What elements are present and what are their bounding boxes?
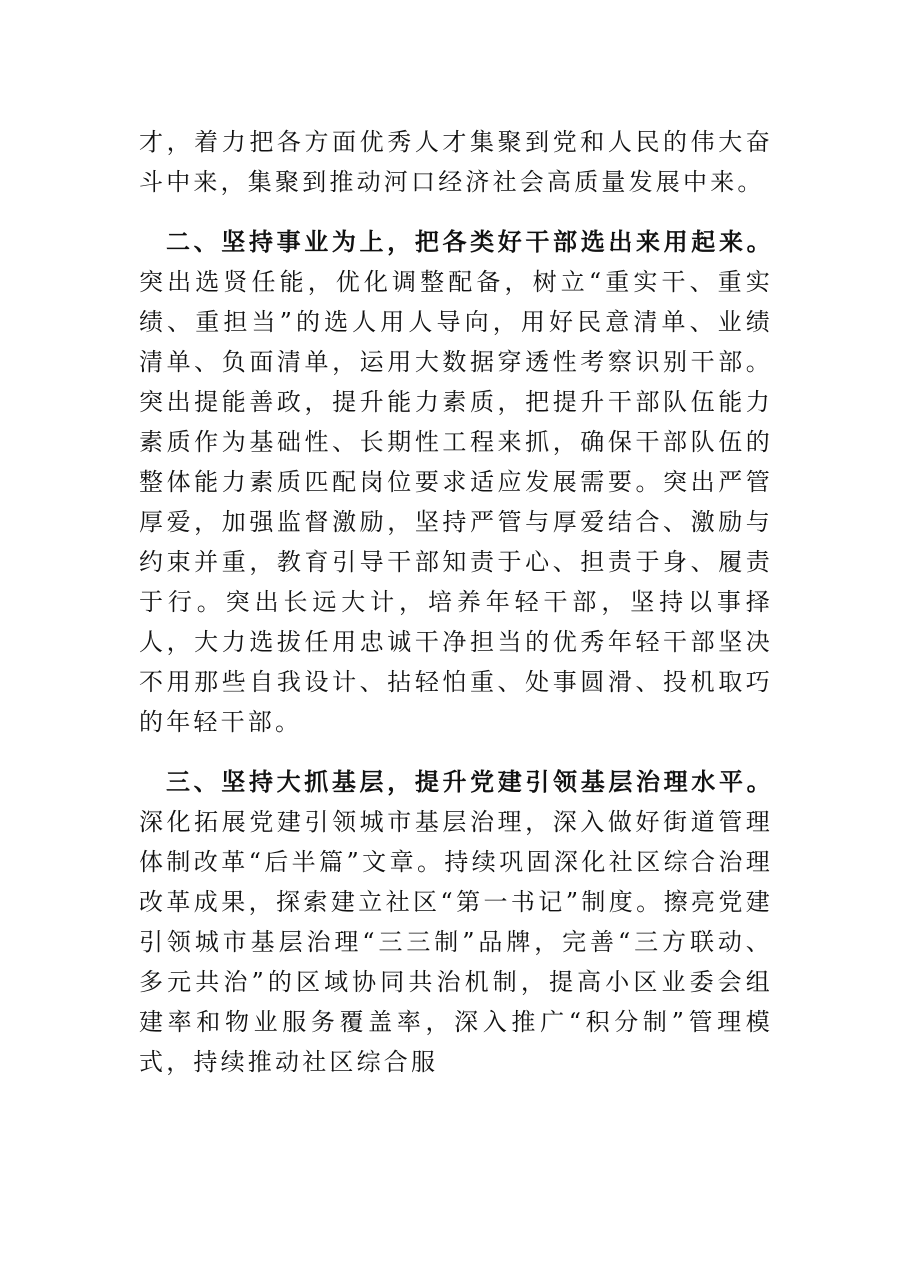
paragraph-section-three: [139, 762, 773, 1082]
paragraph-body: 突出选贤任能，优化调整配备，树立“重实干、重实绩、重担当”的选人用人导向，用好民意清单、业绩清单、负面清单，运用大数据穿透性考察识别干部。突出提能善政，提升能力素质，把提升干部队伍能力素质作为基础性、长期性工程来抓，确保干部队伍的整体能力素质匹配岗位要求适应发展需要。突出严管厚爱，加强监督激励，坚持严管与厚爱结合、激励与约束并重，教育引导干部知责于心、担责于身、履责于行。突出长远大计，培养年轻干部，坚持以事择人，大力选拔任用忠诚干净担当的优秀年轻干部坚决不用那些自我设计、拈轻怕重、处事圆滑、投机取巧的年轻干部。: [139, 268, 773, 736]
paragraph-body: 深化拓展党建引领城市基层治理，深入做好街道管理体制改革“后半篇”文章。持续巩固深化社区综合治理改革成果，探索建立社区“第一书记”制度。擦亮党建引领城市基层治理“三三制”品牌，完善“三方联动、多元共治”的区域协同共治机制，提高小区业委会组建率和物业服务覆盖率，深入推广“积分制”管理模式，持续推动社区综合服: [139, 808, 773, 1076]
paragraph-body: 才，着力把各方面优秀人才集聚到党和人民的伟大奋斗中来，集聚到推动河口经济社会高质量发展中来。: [139, 128, 773, 196]
document-body: [139, 122, 773, 1082]
paragraph-continuation: [139, 122, 773, 202]
section-heading: 三、坚持大抓基层，提升党建引领基层治理水平。: [166, 768, 773, 796]
section-heading: 二、坚持事业为上，把各类好干部选出来用起来。: [166, 228, 773, 256]
paragraph-section-two: [139, 222, 773, 742]
